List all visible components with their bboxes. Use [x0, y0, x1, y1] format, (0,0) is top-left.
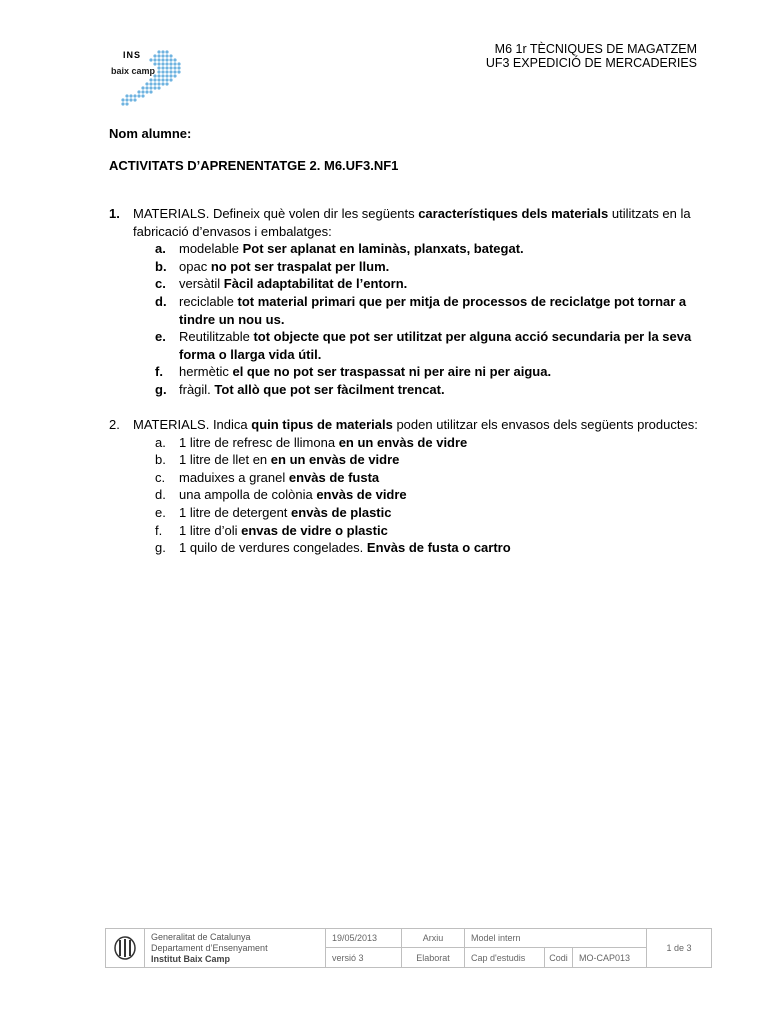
- footer-model: Model intern: [465, 929, 647, 948]
- footer-version: versió 3: [326, 948, 402, 967]
- item-answer: en un envàs de vidre: [270, 452, 400, 468]
- item-letter: d.: [155, 487, 166, 503]
- list-item: [109, 381, 709, 399]
- answer-list: [109, 240, 709, 398]
- logo-ins-text: INS: [123, 50, 142, 60]
- item-letter: g.: [155, 381, 167, 397]
- question-intro: [133, 416, 709, 434]
- school-logo: [107, 46, 193, 110]
- item-term: una ampolla de colònia: [179, 487, 317, 503]
- list-item: [109, 451, 709, 469]
- item-answer: envas de vidre o plastic: [241, 522, 388, 538]
- item-letter: e.: [155, 329, 166, 345]
- intro-text: MATERIALS. Indica: [133, 417, 252, 432]
- list-item: [109, 275, 709, 293]
- item-term: fràgil.: [179, 381, 215, 397]
- document-header: [486, 42, 697, 70]
- intro-text: MATERIALS. Defineix què volen dir les següents: [133, 206, 419, 221]
- item-letter: a.: [155, 434, 166, 450]
- list-item: [109, 293, 709, 328]
- org-name: Generalitat de Catalunya: [151, 932, 251, 942]
- intro-bold: característiques dels materials: [418, 206, 609, 221]
- item-term: 1 litre d’oli: [179, 522, 242, 538]
- item-term: 1 quilo de verdures congelades.: [179, 540, 367, 556]
- item-answer: envàs de fusta: [288, 469, 380, 485]
- item-letter: g.: [155, 540, 166, 556]
- item-answer: el que no pot ser traspassat ni per aire ni per aigua.: [232, 364, 552, 380]
- question-number: 1.: [109, 206, 120, 221]
- item-term: hermètic: [179, 364, 233, 380]
- footer-date: 19/05/2013: [326, 929, 402, 948]
- item-term: 1 litre de detergent: [179, 504, 292, 520]
- list-item: [109, 522, 709, 540]
- item-letter: d.: [155, 293, 167, 309]
- item-letter: c.: [155, 469, 166, 485]
- item-term: 1 litre de refresc de llimona: [179, 434, 339, 450]
- list-item: [109, 258, 709, 276]
- footer-codi: Codi: [545, 948, 573, 967]
- item-term: opac: [179, 258, 211, 274]
- question-2: [109, 416, 709, 557]
- question-number: 2.: [109, 417, 120, 432]
- list-item: [109, 486, 709, 504]
- item-term: reciclable: [179, 293, 238, 309]
- footer-arxiu: Arxiu: [402, 929, 465, 948]
- item-letter: b.: [155, 452, 166, 468]
- intro-text: poden utilitzar els envasos dels següents productes:: [392, 417, 698, 432]
- item-answer: no pot ser traspalat per llum.: [210, 258, 390, 274]
- item-answer: Fàcil adaptabilitat de l’entorn.: [223, 276, 408, 292]
- list-item: [109, 469, 709, 487]
- item-answer: Pot ser aplanat en laminàs, planxats, bategat.: [242, 241, 524, 257]
- item-letter: f.: [155, 522, 163, 538]
- item-term: versàtil: [179, 276, 224, 292]
- item-term: maduixes a granel: [179, 469, 289, 485]
- footer-info-grid: [326, 929, 711, 967]
- footer-code: MO-CAP013: [573, 948, 647, 967]
- item-term: 1 litre de llet en: [179, 452, 271, 468]
- list-item: [109, 328, 709, 363]
- footer-cap-estudis: Cap d'estudis: [465, 948, 545, 967]
- question-1: [109, 205, 709, 399]
- generalitat-seal-icon: [106, 929, 145, 967]
- item-letter: e.: [155, 504, 166, 520]
- item-answer: tot material primari que per mitja de processos de reciclatge pot tornar a tindre un nou us.: [179, 293, 687, 327]
- item-letter: c.: [155, 276, 166, 292]
- unit-title: UF3 EXPEDICIÓ DE MERCADERIES: [485, 56, 697, 70]
- document-footer: [105, 928, 712, 968]
- logo-baix-camp-text: baix camp: [111, 66, 156, 76]
- item-letter: a.: [155, 241, 166, 257]
- list-item: [109, 504, 709, 522]
- list-item: [109, 363, 709, 381]
- item-letter: f.: [155, 364, 163, 380]
- department-name: Departament d’Ensenyament: [151, 943, 268, 953]
- item-answer: Envàs de fusta o cartro: [366, 540, 511, 556]
- footer-page-number: 1 de 3: [666, 943, 692, 953]
- answer-list: [109, 434, 709, 557]
- list-item: [109, 240, 709, 258]
- item-answer: en un envàs de vidre: [338, 434, 468, 450]
- institute-name: Institut Baix Camp: [151, 954, 231, 964]
- item-term: modelable: [179, 241, 243, 257]
- question-intro: [133, 205, 709, 240]
- footer-organization: [145, 929, 326, 967]
- module-title: M6 1r TÈCNIQUES DE MAGATZEM: [494, 42, 697, 56]
- footer-elaborat: Elaborat: [402, 948, 465, 967]
- intro-text: utilitzats en la fabricació d’envasos i embalatges:: [133, 206, 691, 239]
- item-answer: tot objecte que pot ser utilitzat per alguna acció secundaria per la seva forma o llarga vida útil.: [179, 329, 692, 362]
- item-answer: Tot allò que pot ser fàcilment trencat.: [214, 381, 445, 397]
- item-letter: b.: [155, 258, 167, 274]
- item-answer: envàs de plastic: [291, 504, 392, 520]
- item-term: Reutilitzable: [179, 329, 254, 345]
- item-answer: envàs de vidre: [316, 487, 407, 503]
- list-item: [109, 434, 709, 452]
- activity-title: ACTIVITATS D’APRENENTATGE 2. M6.UF3.NF1: [109, 158, 399, 173]
- student-name-label: Nom alumne:: [109, 126, 192, 141]
- intro-bold: quin tipus de materials: [251, 417, 393, 432]
- list-item: [109, 539, 709, 557]
